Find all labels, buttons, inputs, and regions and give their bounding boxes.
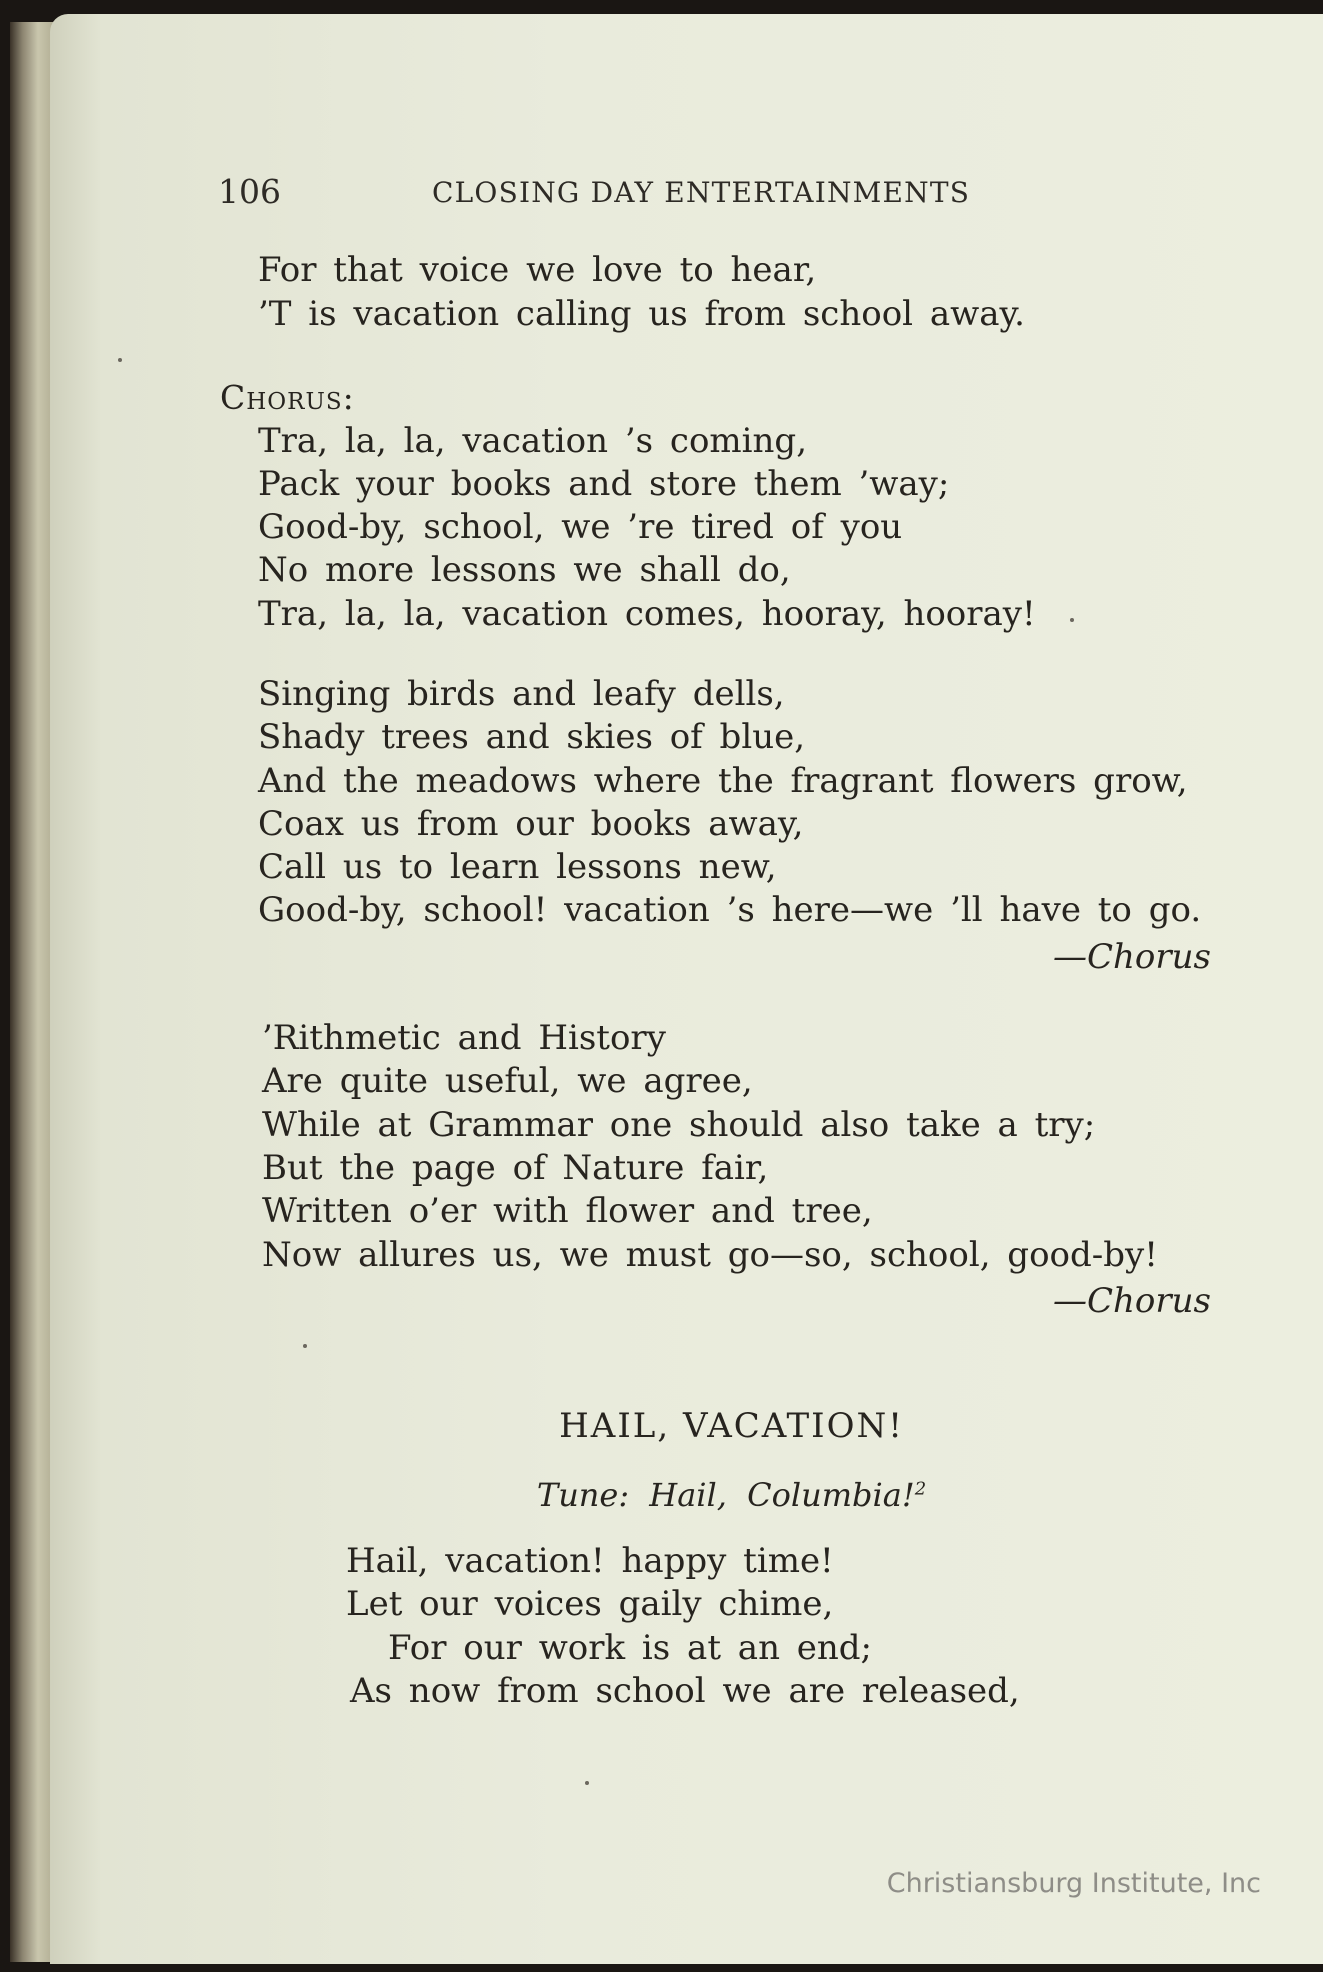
verse-line: While at Grammar one should also take a try;: [262, 1105, 1096, 1145]
verse-line: And the meadows where the fragrant flowers grow,: [258, 761, 1188, 801]
verse-line: For that voice we love to hear,: [258, 250, 817, 290]
song-line: As now from school we are released,: [350, 1671, 1020, 1711]
paper-speck: [1070, 618, 1074, 622]
chorus-line: Tra, la, la, vacation ’s coming,: [258, 421, 807, 461]
chorus-line: Pack your books and store them ’way;: [258, 464, 950, 504]
verse-line: But the page of Nature fair,: [262, 1148, 769, 1188]
chorus-label: Chorus:: [220, 378, 355, 417]
running-title: CLOSING DAY ENTERTAINMENTS: [432, 176, 971, 209]
song-title: HAIL, VACATION!: [559, 1406, 904, 1446]
verse-line: Written o’er with flower and tree,: [262, 1191, 873, 1231]
song-line: Hail, vacation! happy time!: [346, 1541, 834, 1581]
footnote-marker: 2: [914, 1478, 927, 1500]
song-line: Let our voices gaily chime,: [346, 1584, 834, 1624]
paper-speck: [303, 1344, 307, 1348]
song-line: For our work is at an end;: [388, 1628, 873, 1668]
chorus-line: Good-by, school, we ’re tired of you: [258, 507, 903, 547]
paper-speck: [118, 358, 122, 362]
paper-speck: [585, 1781, 589, 1785]
page-header: [0, 172, 1323, 216]
song-tune: [0, 1476, 1323, 1514]
verse-line: Shady trees and skies of blue,: [258, 717, 806, 757]
verse-line: Good-by, school! vacation ’s here—we ’ll have to go.: [258, 890, 1202, 930]
watermark: Christiansburg Institute, Inc: [886, 1868, 1261, 1899]
verse-line: Now allures us, we must go—so, school, good-by!: [262, 1235, 1158, 1275]
page-number: 106: [218, 172, 281, 211]
song-tune-text: Tune: Hail, Columbia!: [536, 1476, 915, 1514]
verse-line: Coax us from our books away,: [258, 804, 804, 844]
verse-line: Are quite useful, we agree,: [262, 1061, 753, 1101]
chorus-line: Tra, la, la, vacation comes, hooray, hooray!: [258, 594, 1036, 634]
verse-line: ’T is vacation calling us from school away.: [258, 294, 1025, 334]
verse-line: ’Rithmetic and History: [262, 1018, 666, 1058]
chorus-attribution: —Chorus: [1053, 937, 1211, 977]
chorus-line: No more lessons we shall do,: [258, 550, 791, 590]
verse-line: Singing birds and leafy dells,: [258, 674, 785, 714]
verse-line: Call us to learn lessons new,: [258, 847, 777, 887]
chorus-attribution: —Chorus: [1053, 1281, 1211, 1321]
